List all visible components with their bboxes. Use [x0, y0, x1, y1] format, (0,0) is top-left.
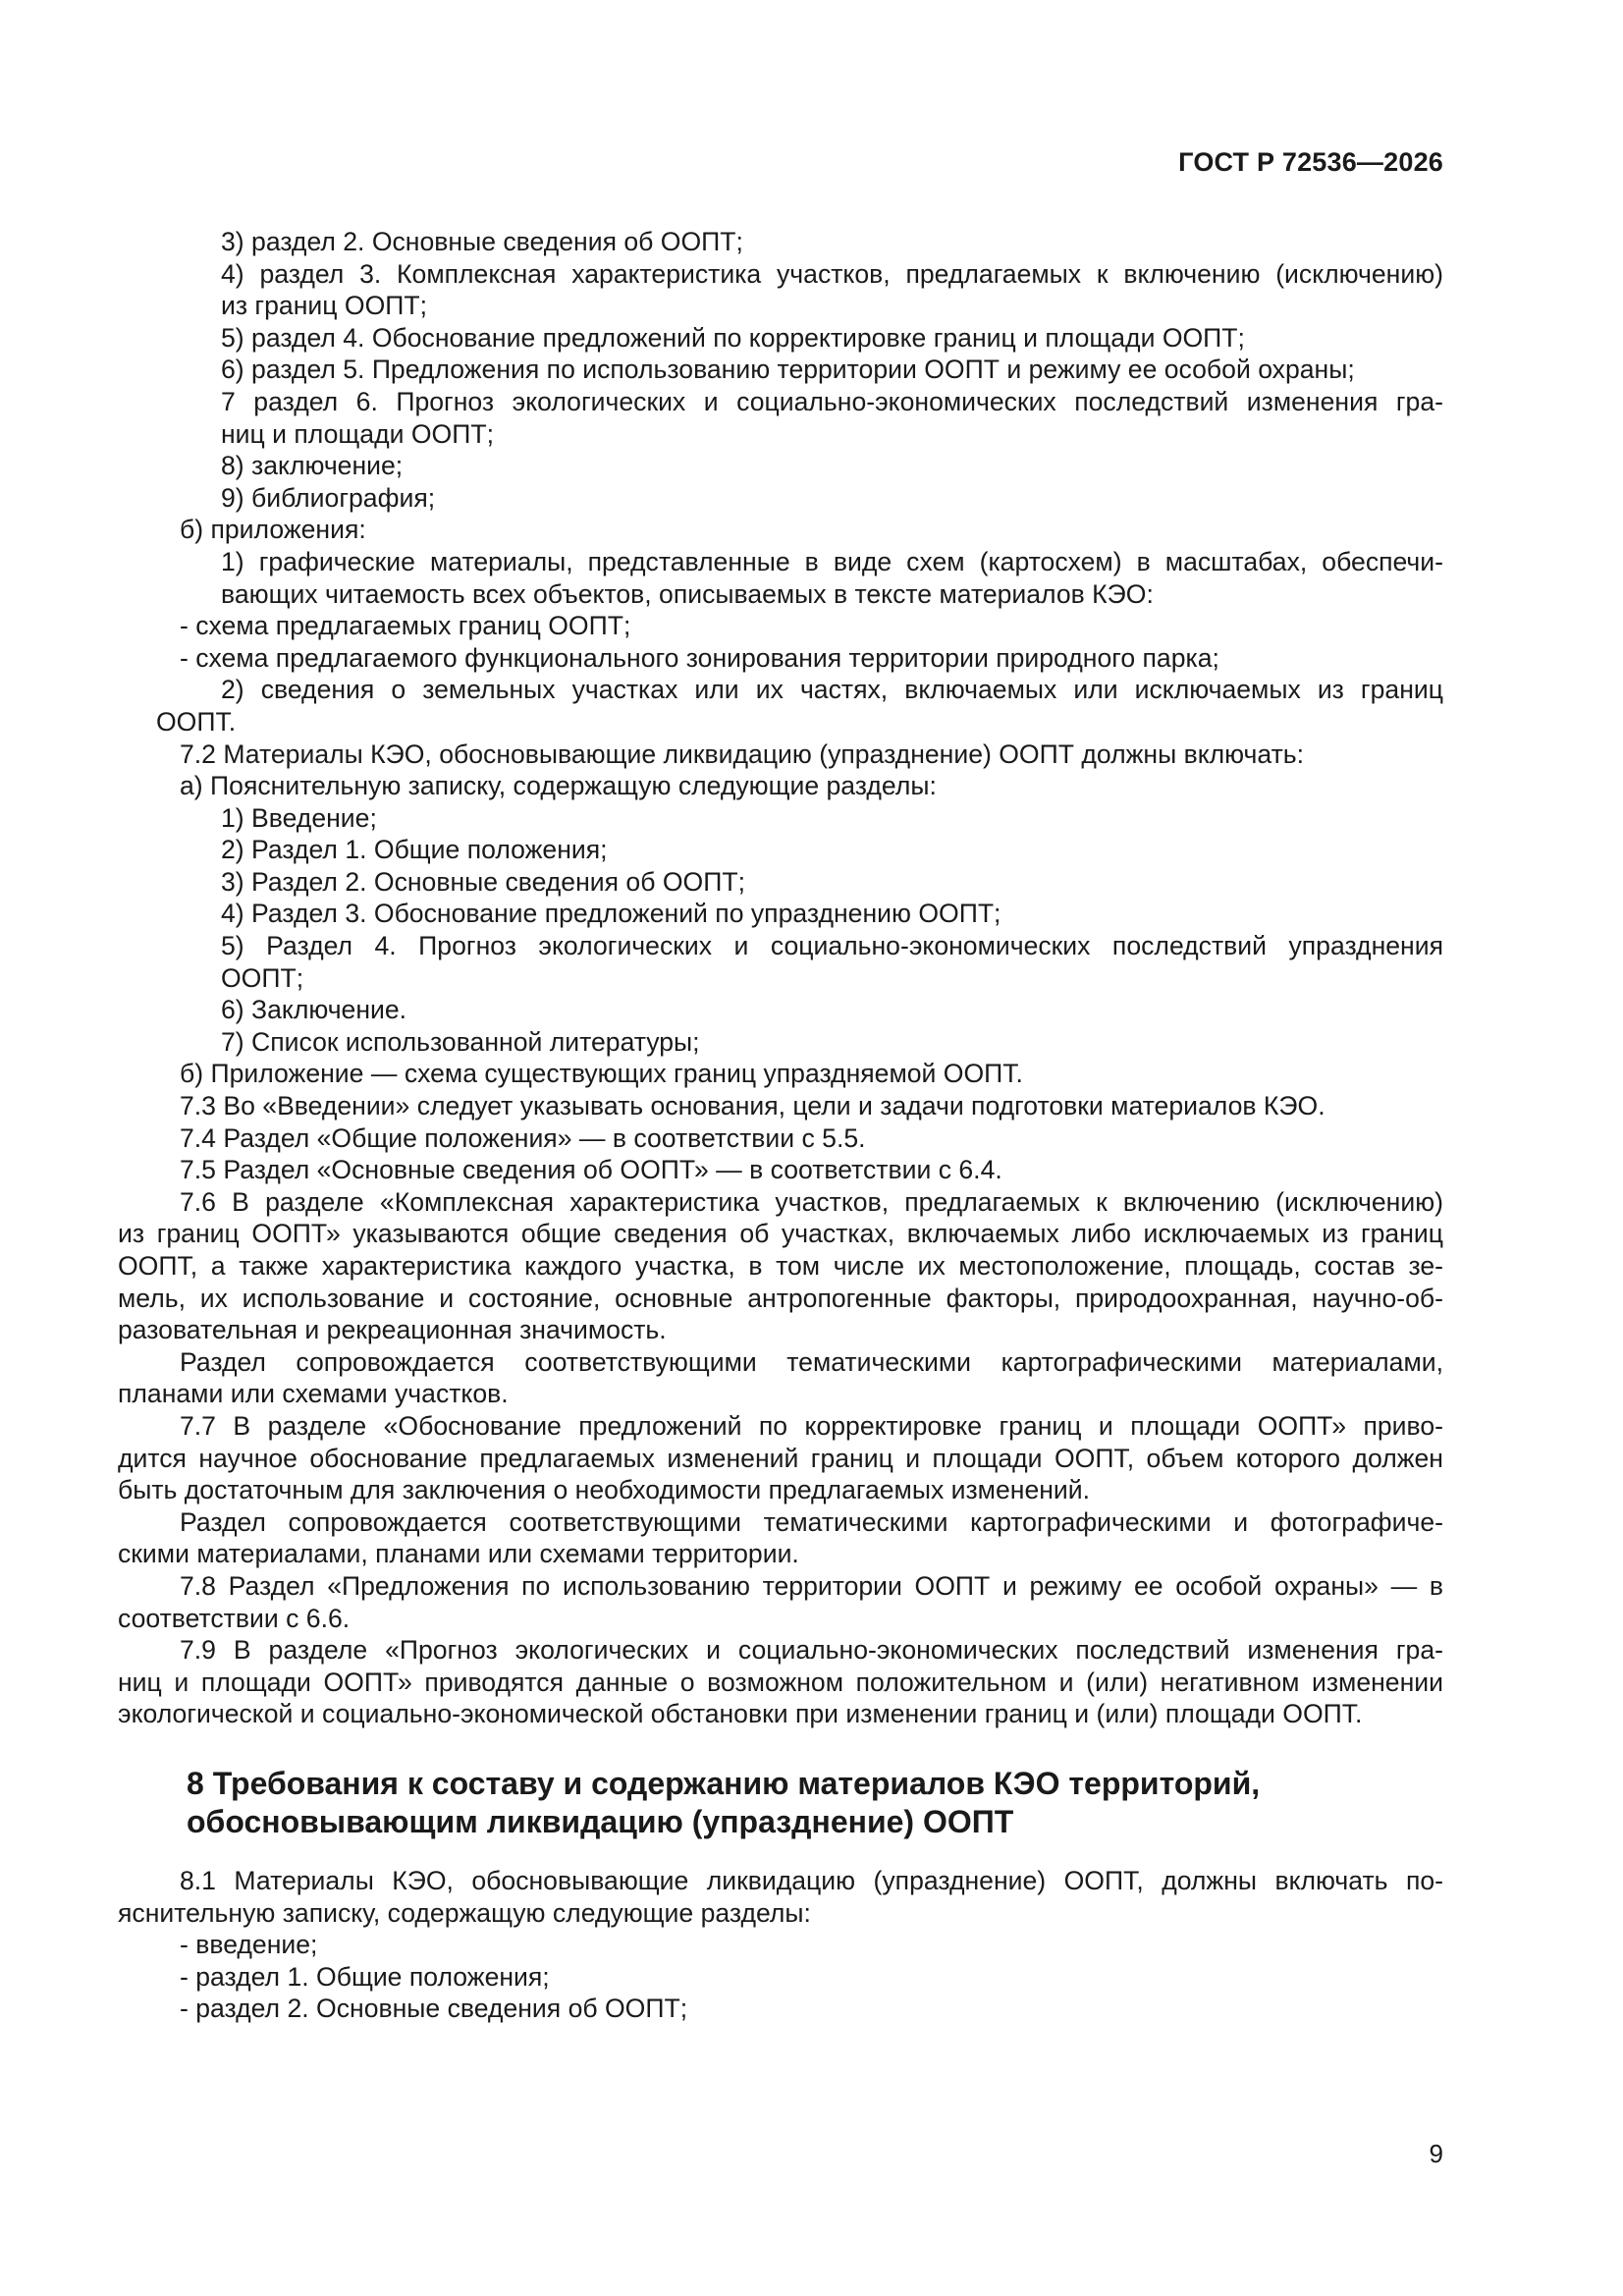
text-line: 2) сведения о земельных участках или их частях, включаемых или исключаемых из границ [221, 675, 1443, 705]
text-line: из границ ООПТ; [221, 291, 427, 321]
text-line: 7.5 Раздел «Основные сведения об ООПТ» — в соответствии с 6.4. [180, 1155, 1002, 1185]
text-line: мель, их использование и состояние, основные антропогенные факторы, природоохранная, научно-об- [118, 1283, 1443, 1313]
document-code-header: ГОСТ Р 72536—2026 [1178, 147, 1443, 177]
text-line: 4) Раздел 3. Обоснование предложений по упразднению ООПТ; [221, 899, 1001, 929]
text-line: 7.6 В разделе «Комплексная характеристика участков, предлагаемых к включению (исключению) [180, 1186, 1443, 1217]
text-line: - раздел 2. Основные сведения об ООПТ; [180, 1994, 688, 2024]
text-line: 1) Введение; [221, 802, 377, 833]
text-line: 7.2 Материалы КЭО, обосновывающие ликвидацию (упразднение) ООПТ должны включать: [180, 738, 1305, 769]
text-line: - введение; [180, 1930, 318, 1960]
text-line: Раздел сопровождается соответствующими тематическими картографическими и фотографиче- [180, 1506, 1443, 1537]
text-line: Раздел сопровождается соответствующими тематическими картографическими материалами, [180, 1346, 1443, 1377]
text-line: б) Приложение — схема существующих границ упраздняемой ООПТ. [180, 1059, 1023, 1089]
section-8-text [118, 1865, 1443, 2025]
text-line: 6) раздел 5. Предложения по использованию территории ООПТ и режиму ее особой охраны; [221, 355, 1355, 385]
text-line: яснительную записку, содержащую следующие разделы: [118, 1897, 811, 1928]
text-line: 4) раздел 3. Комплексная характеристика участков, предлагаемых к включению (исключению) [221, 258, 1443, 289]
document-body [118, 226, 1443, 2025]
text-line: ООПТ, а также характеристика каждого участка, в том числе их местоположение, площадь, состав зе- [118, 1251, 1443, 1281]
text-line: из границ ООПТ» указываются общие сведения об участках, включаемых либо исключаемых из границ [118, 1219, 1443, 1249]
text-line: 7.9 В разделе «Прогноз экологических и социально-экономических последствий изменения гра- [180, 1635, 1443, 1666]
text-line: 7.3 Во «Введении» следует указывать основания, цели и задачи подготовки материалов КЭО. [180, 1091, 1325, 1121]
text-line: 1) графические материалы, представленные в виде схем (картосхем) в масштабах, обеспечи- [221, 546, 1443, 576]
text-line: 7 раздел 6. Прогноз экологических и социально-экономических последствий изменения гра- [221, 386, 1443, 416]
text-line: 8.1 Материалы КЭО, обосновывающие ликвидацию (упразднение) ООПТ, должны включать по- [180, 1865, 1443, 1895]
text-line: 7.8 Раздел «Предложения по использованию территории ООПТ и режиму ее особой охраны» — в [180, 1570, 1443, 1601]
section-8-heading: 8 Требования к составу и содержанию материалов КЭО территорий, обосновывающим ликвидацию (упразднение) ООПТ [187, 1765, 1261, 1839]
text-line: 8) заключение; [221, 451, 404, 481]
text-line: 5) раздел 4. Обоснование предложений по корректировке границ и площади ООПТ; [221, 322, 1245, 353]
text-line: скими материалами, планами или схемами территории. [118, 1539, 799, 1569]
text-line: 5) Раздел 4. Прогноз экологических и социально-экономических последствий упразднения [221, 931, 1443, 961]
text-line: а) Пояснительную записку, содержащую следующие разделы: [180, 771, 937, 801]
text-line: экологической и социально-экономической обстановки при изменении границ и (или) площади ООПТ. [118, 1699, 1363, 1729]
text-line: 7.4 Раздел «Общие положения» — в соответствии с 5.5. [180, 1122, 866, 1153]
text-line: б) приложения: [180, 515, 366, 545]
text-line: 3) Раздел 2. Основные сведения об ООПТ; [221, 866, 745, 897]
text-line: ниц и площади ООПТ; [221, 418, 494, 449]
section-7-text [118, 226, 1443, 1730]
text-line: дится научное обоснование предлагаемых изменений границ и площади ООПТ, объем которого должен [118, 1443, 1443, 1473]
text-line: 7) Список использованной литературы; [221, 1026, 700, 1057]
text-line: ООПТ. [156, 706, 237, 737]
text-line: - схема предлагаемых границ ООПТ; [180, 611, 631, 641]
text-line: 3) раздел 2. Основные сведения об ООПТ; [221, 227, 743, 256]
text-line: вающих читаемость всех объектов, описываемых в тексте материалов КЭО: [221, 578, 1154, 609]
text-line: соответствии с 6.6. [118, 1603, 351, 1633]
text-line: ниц и площади ООПТ» приводятся данные о возможном положительном и (или) негативном изменении [118, 1667, 1443, 1697]
text-line: 2) Раздел 1. Общие положения; [221, 835, 608, 865]
text-line: 6) Заключение. [221, 995, 407, 1025]
text-line: разовательная и рекреационная значимость. [118, 1315, 667, 1345]
text-line: быть достаточным для заключения о необходимости предлагаемых изменений. [118, 1475, 1091, 1505]
text-line: планами или схемами участков. [118, 1379, 509, 1409]
page-number: 9 [1429, 2139, 1443, 2168]
text-line: ООПТ; [221, 962, 304, 993]
text-line: - схема предлагаемого функционального зонирования территории природного парка; [180, 642, 1219, 673]
text-line: 7.7 В разделе «Обоснование предложений по корректировке границ и площади ООПТ» приво- [180, 1410, 1443, 1441]
text-line: - раздел 1. Общие положения; [180, 1961, 550, 1992]
text-line: 9) библиография; [221, 482, 436, 513]
